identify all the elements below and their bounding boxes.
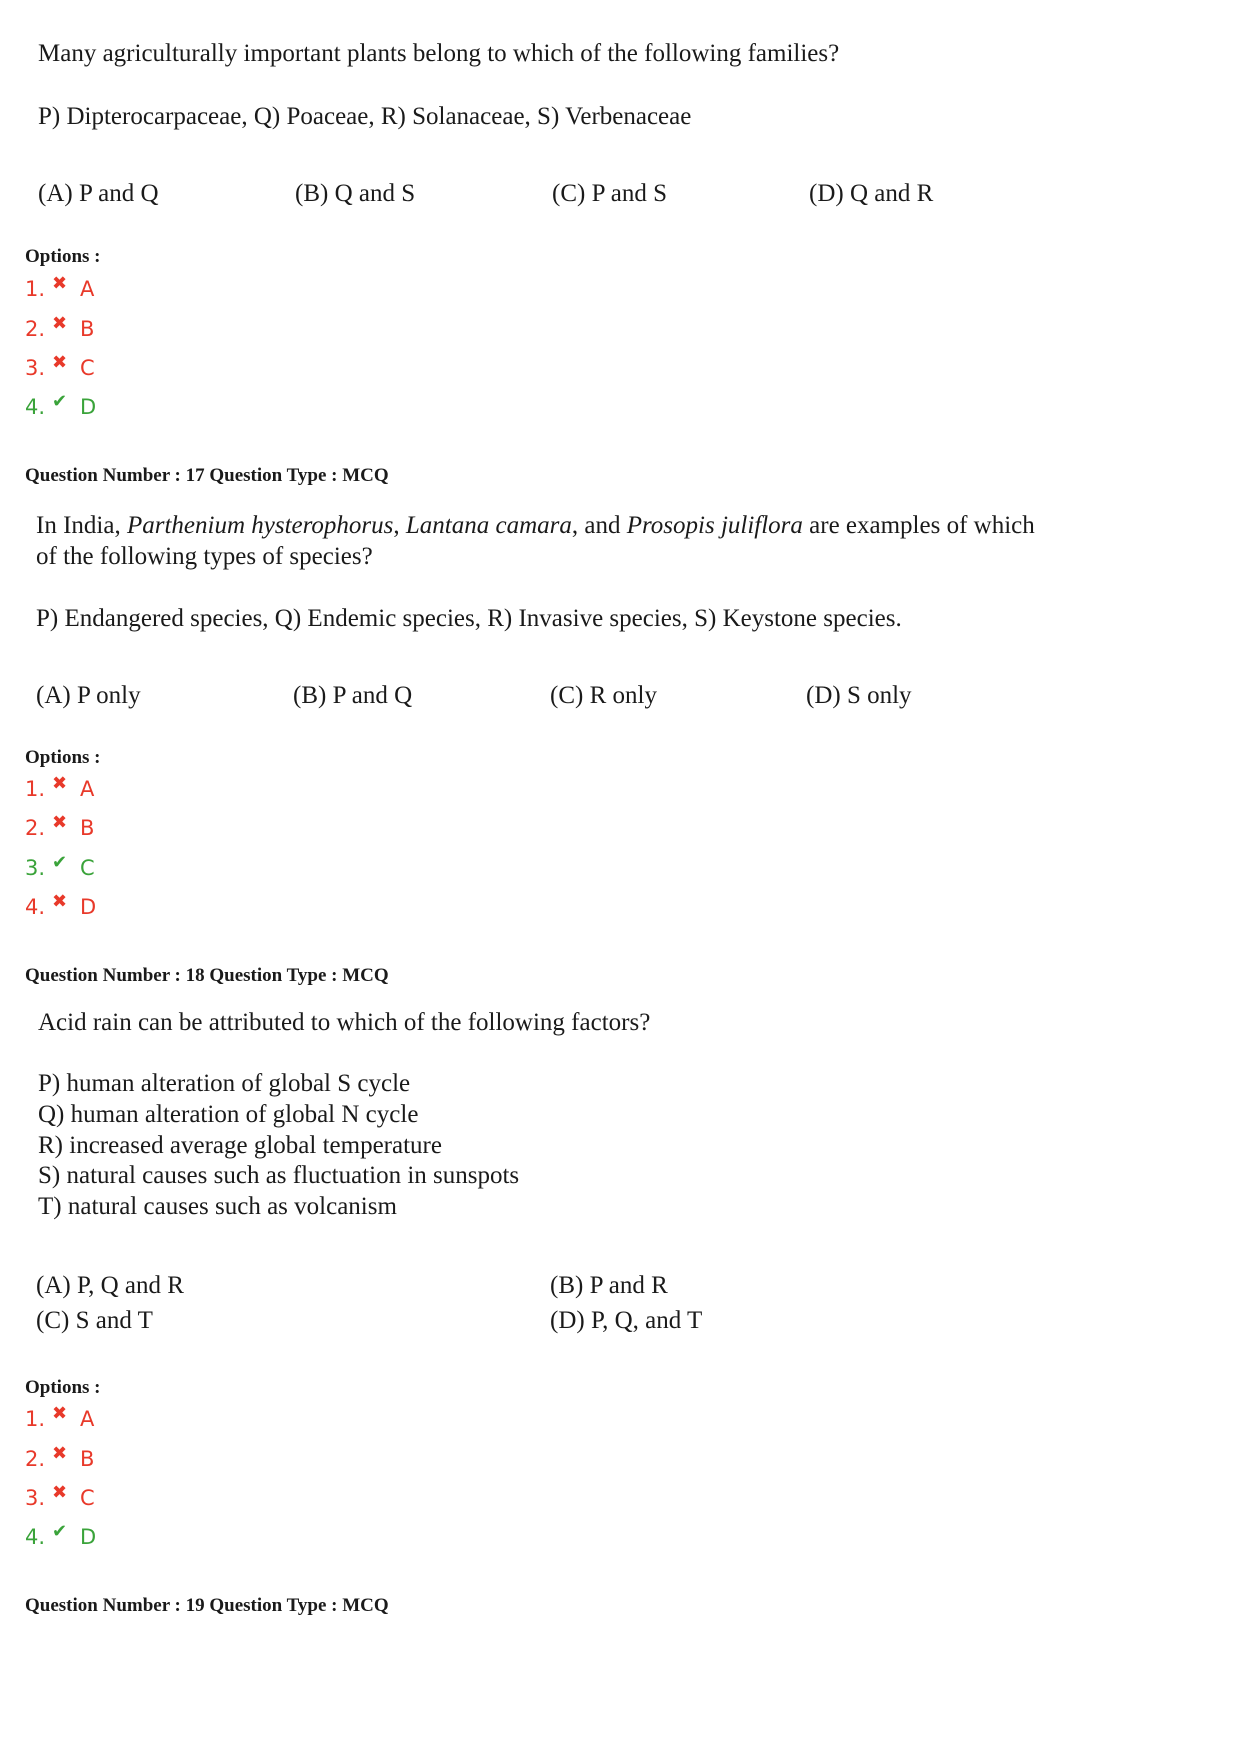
- q17-stem-line2: of the following types of species?: [36, 543, 373, 570]
- option-number: 4.: [25, 1525, 46, 1549]
- option-letter: A: [80, 277, 95, 301]
- q18-option-1[interactable]: [25, 1404, 94, 1434]
- q18-options-label: Options :: [25, 1377, 101, 1398]
- option-letter: B: [80, 317, 95, 341]
- q18-statement-t: T) natural causes such as volcanism: [38, 1193, 397, 1220]
- q18-option-3[interactable]: [25, 1483, 95, 1513]
- q17-choice-b: (B) P and Q: [293, 682, 413, 709]
- option-number: 2.: [25, 317, 46, 341]
- check-icon: ✔: [52, 1521, 68, 1542]
- option-number: 3.: [25, 356, 46, 380]
- cross-icon: ✖: [52, 891, 68, 912]
- option-letter: C: [80, 1486, 95, 1510]
- option-number: 2.: [25, 1447, 46, 1471]
- q18-statement-s: S) natural causes such as fluctuation in sunspots: [38, 1162, 520, 1189]
- option-letter: D: [80, 395, 97, 419]
- option-letter: B: [80, 816, 95, 840]
- q16-option-3[interactable]: [25, 353, 95, 383]
- cross-icon: ✖: [52, 313, 68, 334]
- option-letter: A: [80, 777, 95, 801]
- cross-icon: ✖: [52, 1482, 68, 1503]
- q17-option-3[interactable]: [25, 853, 95, 883]
- cross-icon: ✖: [52, 812, 68, 833]
- q17-header: Question Number : 17 Question Type : MCQ: [25, 465, 389, 486]
- q16-options-label: Options :: [25, 246, 101, 267]
- q16-option-2[interactable]: [25, 314, 94, 344]
- option-letter: C: [80, 356, 95, 380]
- q18-header: Question Number : 18 Question Type : MCQ: [25, 965, 389, 986]
- q16-statements: P) Dipterocarpaceae, Q) Poaceae, R) Solanaceae, S) Verbenaceae: [38, 103, 692, 130]
- q17-options-label: Options :: [25, 747, 101, 768]
- cross-icon: ✖: [52, 1403, 68, 1424]
- q17-choice-c: (C) R only: [550, 682, 657, 709]
- q17-statements: P) Endangered species, Q) Endemic species, R) Invasive species, S) Keystone species.: [36, 605, 902, 632]
- option-number: 2.: [25, 816, 46, 840]
- option-letter: B: [80, 1447, 95, 1471]
- option-letter: A: [80, 1407, 95, 1431]
- q18-statement-r: R) increased average global temperature: [38, 1132, 442, 1159]
- q18-statement-q: Q) human alteration of global N cycle: [38, 1101, 419, 1128]
- option-letter: D: [80, 895, 97, 919]
- option-number: 1.: [25, 277, 46, 301]
- q16-option-1[interactable]: [25, 274, 94, 304]
- q16-choice-b: (B) Q and S: [295, 180, 416, 207]
- q16-option-4[interactable]: [25, 392, 96, 422]
- option-letter: D: [80, 1525, 97, 1549]
- q16-choice-a: (A) P and Q: [38, 180, 159, 207]
- q17-option-1[interactable]: [25, 774, 94, 804]
- q17-stem-line1: In India, Parthenium hysterophorus, Lantana camara, and Prosopis juliflora are examples of which: [36, 512, 1035, 539]
- option-number: 4.: [25, 395, 46, 419]
- q18-choice-d: (D) P, Q, and T: [550, 1307, 703, 1334]
- q16-choice-d: (D) Q and R: [809, 180, 934, 207]
- q18-choice-a: (A) P, Q and R: [36, 1272, 184, 1299]
- option-number: 3.: [25, 856, 46, 880]
- check-icon: ✔: [52, 391, 68, 412]
- option-number: 1.: [25, 777, 46, 801]
- q17-option-2[interactable]: [25, 813, 94, 843]
- option-letter: C: [80, 856, 95, 880]
- q18-stem: Acid rain can be attributed to which of the following factors?: [38, 1009, 651, 1036]
- q18-option-4[interactable]: [25, 1522, 96, 1552]
- q18-statement-p: P) human alteration of global S cycle: [38, 1070, 411, 1097]
- q18-choice-c: (C) S and T: [36, 1307, 153, 1334]
- q19-header: Question Number : 19 Question Type : MCQ: [25, 1595, 389, 1616]
- q16-choice-c: (C) P and S: [552, 180, 668, 207]
- cross-icon: ✖: [52, 773, 68, 794]
- cross-icon: ✖: [52, 273, 68, 294]
- q17-choice-d: (D) S only: [806, 682, 912, 709]
- check-icon: ✔: [52, 852, 68, 873]
- q18-choice-b: (B) P and R: [550, 1272, 668, 1299]
- q17-choice-a: (A) P only: [36, 682, 141, 709]
- q17-option-4[interactable]: [25, 892, 96, 922]
- cross-icon: ✖: [52, 352, 68, 373]
- option-number: 1.: [25, 1407, 46, 1431]
- q18-option-2[interactable]: [25, 1444, 94, 1474]
- q16-stem: Many agriculturally important plants belong to which of the following families?: [38, 40, 840, 67]
- cross-icon: ✖: [52, 1443, 68, 1464]
- option-number: 4.: [25, 895, 46, 919]
- option-number: 3.: [25, 1486, 46, 1510]
